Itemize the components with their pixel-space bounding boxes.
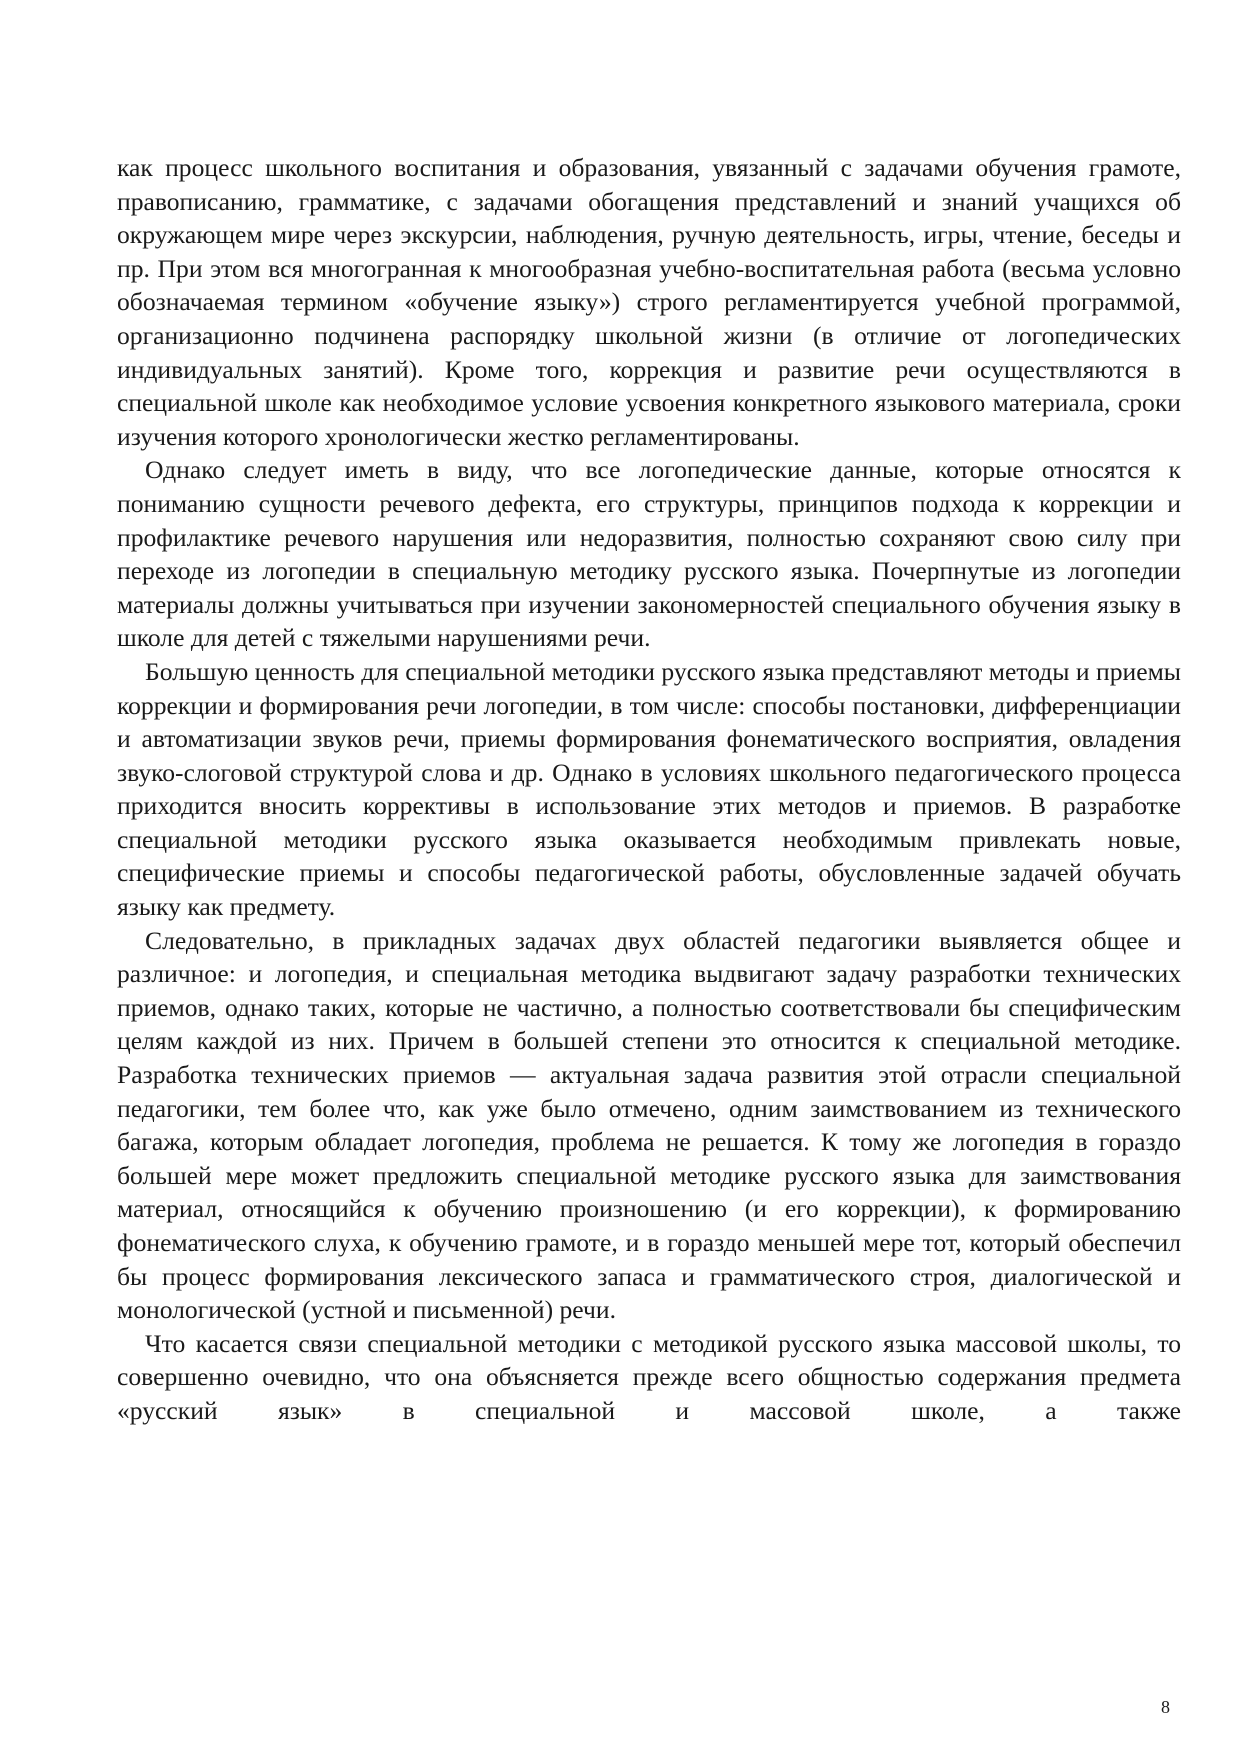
page-number: 8 (1161, 1697, 1170, 1717)
paragraph: Однако следует иметь в виду, что все логопедические данные, которые относятся к пониманию сущности речевого дефекта, его структуры, принципов подхода к коррекции и профилактике речевого нарушения или недоразвития, полностью сохраняют свою силу при переходе из логопедии в специальную методику русского языка. Почерпнутые из логопедии материалы должны учитываться при изучении закономерностей специального обучения языку в школе для детей с тяжелыми нарушениями речи. (117, 455, 1181, 653)
paragraph: Большую ценность для специальной методики русского языка представляют методы и приемы коррекции и формирования речи логопедии, в том числе: способы постановки, дифференциации и автоматизации звуков речи, приемы формирования фонематического восприятия, овладения звуко-слоговой структурой слова и др. Однако в условиях школьного педагогического процесса приходится вносить коррективы в использование этих методов и приемов. В разработке специальной методики русского языка оказывается необходимым привлекать новые, специфические приемы и способы педагогической работы, обусловленные задачей обучать языку как предмету. (117, 656, 1181, 922)
document-body (117, 151, 1181, 1428)
paragraph-continuation: как процесс школьного воспитания и образования, увязанный с задачами обучения грамоте, правописанию, грамматике, с задачами обогащения представлений и знаний учащихся об окружающем мире через экскурсии, наблюдения, ручную деятельность, игры, чтение, беседы и пр. При этом вся многогранная к многообразная учебно-воспитательная работа (весьма условно обозначаемая термином «обучение языку») строго регламентируется учебной программой, организационно подчинена распорядку школьной жизни (в отличие от логопедических индивидуальных занятий). Кроме того, коррекция и развитие речи осуществляются в специальной школе как необходимое условие усвоения конкретного языкового материала, сроки изучения которого хронологически жестко регламентированы. (117, 153, 1181, 451)
paragraph: Следовательно, в прикладных задачах двух областей педагогики выявляется общее и различное: и логопедия, и специальная методика выдвигают задачу разработки технических приемов, однако таких, которые не частично, а полностью соответствовали бы специфическим целям каждой из них. Причем в большей степени это относится к специальной методике. Разработка технических приемов — актуальная задача развития этой отрасли специальной педагогики, тем более что, как уже было отмечено, одним заимствованием из технического багажа, которым обладает логопедия, проблема не решается. К тому же логопедия в гораздо большей мере может предложить специальной методике русского языка для заимствования материал, относящийся к обучению произношению (и его коррекции), к формированию фонематического слуха, к обучению грамоте, и в гораздо меньшей мере тот, который обеспечил бы процесс формирования лексического запаса и грамматического строя, диалогической и монологической (устной и письменной) речи. (117, 925, 1181, 1325)
paragraph: Что касается связи специальной методики с методикой русского языка массовой школы, то совершенно очевидно, что она объясняется прежде всего общностью содержания предмета «русский язык» в специальной и массовой школе, а также (117, 1328, 1181, 1425)
